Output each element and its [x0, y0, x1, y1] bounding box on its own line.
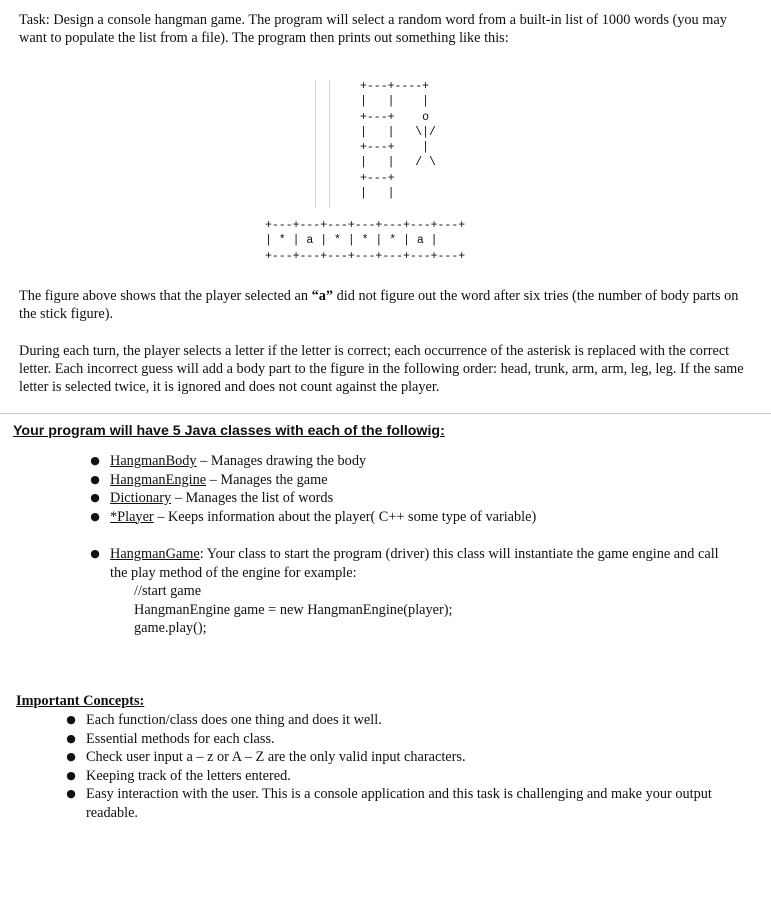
concept-text: Keeping track of the letters entered.	[86, 767, 291, 784]
list-item	[64, 711, 744, 730]
class-name: *Player	[110, 508, 154, 525]
gallows-posts	[315, 80, 343, 208]
bullet-icon: ●	[90, 491, 100, 504]
classes-list	[88, 452, 536, 526]
task-paragraph: Task: Design a console hangman game. The program will select a random word from a built-in list of 1000 words (you may want to populate the list from a file). The program then prints out something like this:	[19, 12, 727, 46]
task-description-box	[0, 0, 771, 414]
list-item	[88, 452, 536, 471]
bullet-icon: ●	[90, 454, 100, 467]
class-desc: – Keeps information about the player( C++ some type of variable)	[153, 508, 537, 525]
code-line: //start game	[134, 583, 202, 599]
bullet-icon: ●	[90, 547, 100, 560]
list-item	[88, 489, 536, 508]
turn-rules-paragraph: During each turn, the player selects a letter if the letter is correct; each occurrence of the asterisk is replaced with the correct letter. Each incorrect guess will add a body part to the figure in the following order: head, trunk, arm, arm, leg, leg. If the same letter is selected twice, it is ignored and does not count against the player.	[19, 343, 744, 395]
concept-text: Each function/class does one thing and does it well.	[86, 712, 382, 728]
bullet-icon: ●	[66, 768, 76, 782]
concept-text: Easy interaction with the user. This is a console application and this task is challenging and make your output readable.	[86, 786, 712, 821]
driver-class-list	[88, 545, 728, 638]
figure-explanation	[19, 287, 749, 323]
concepts-list	[64, 711, 744, 822]
code-line: game.play();	[134, 620, 207, 636]
figure-note-after: did not figure out the word after six tries (the number of body parts on the stick figure).	[19, 288, 739, 322]
class-name: HangmanEngine	[110, 471, 207, 488]
class-desc: : Your class to start the program (driver) this class will instantiate the game engine and call the play method of the engine for example:	[110, 546, 719, 581]
gallows-post-right	[329, 80, 330, 208]
hangman-ascii-figure: +---+----+ | | | +---+ o | | \|/ +---+ | | | / \ +---+ | |	[360, 80, 436, 201]
bullet-icon: ●	[90, 472, 100, 486]
bullet-icon: ●	[66, 713, 76, 726]
bullet-icon: ●	[90, 509, 100, 523]
list-item	[64, 785, 744, 822]
gallows-post-left	[315, 80, 316, 208]
list-item	[88, 471, 536, 490]
class-desc: – Manages the list of words	[171, 490, 334, 506]
class-desc: – Manages drawing the body	[196, 453, 367, 469]
list-item	[64, 748, 744, 767]
list-item	[88, 545, 728, 638]
class-name: Dictionary	[110, 490, 172, 506]
figure-note-before: The figure above shows that the player selected an	[19, 288, 312, 304]
word-board-ascii: +---+---+---+---+---+---+---+ | * | a | * | * | * | a | +---+---+---+---+---+---+---+	[265, 219, 466, 263]
bullet-icon: ●	[66, 787, 76, 800]
class-desc: – Manages the game	[206, 471, 328, 488]
code-line: HangmanEngine game = new HangmanEngine(player);	[134, 601, 453, 618]
concept-text: Check user input a – z or A – Z are the only valid input characters.	[86, 749, 466, 765]
java-classes-heading: Your program will have 5 Java classes with each of the followig:	[13, 423, 445, 439]
list-item	[88, 508, 536, 527]
figure-note-letter: “a”	[311, 288, 334, 304]
list-item	[64, 767, 744, 786]
bullet-icon: ●	[66, 750, 76, 763]
concept-text: Essential methods for each class.	[86, 730, 275, 747]
bullet-icon: ●	[66, 731, 76, 745]
class-name: HangmanGame	[110, 546, 200, 562]
list-item	[64, 730, 744, 749]
class-name: HangmanBody	[110, 453, 197, 469]
important-concepts-heading: Important Concepts:	[16, 693, 145, 709]
